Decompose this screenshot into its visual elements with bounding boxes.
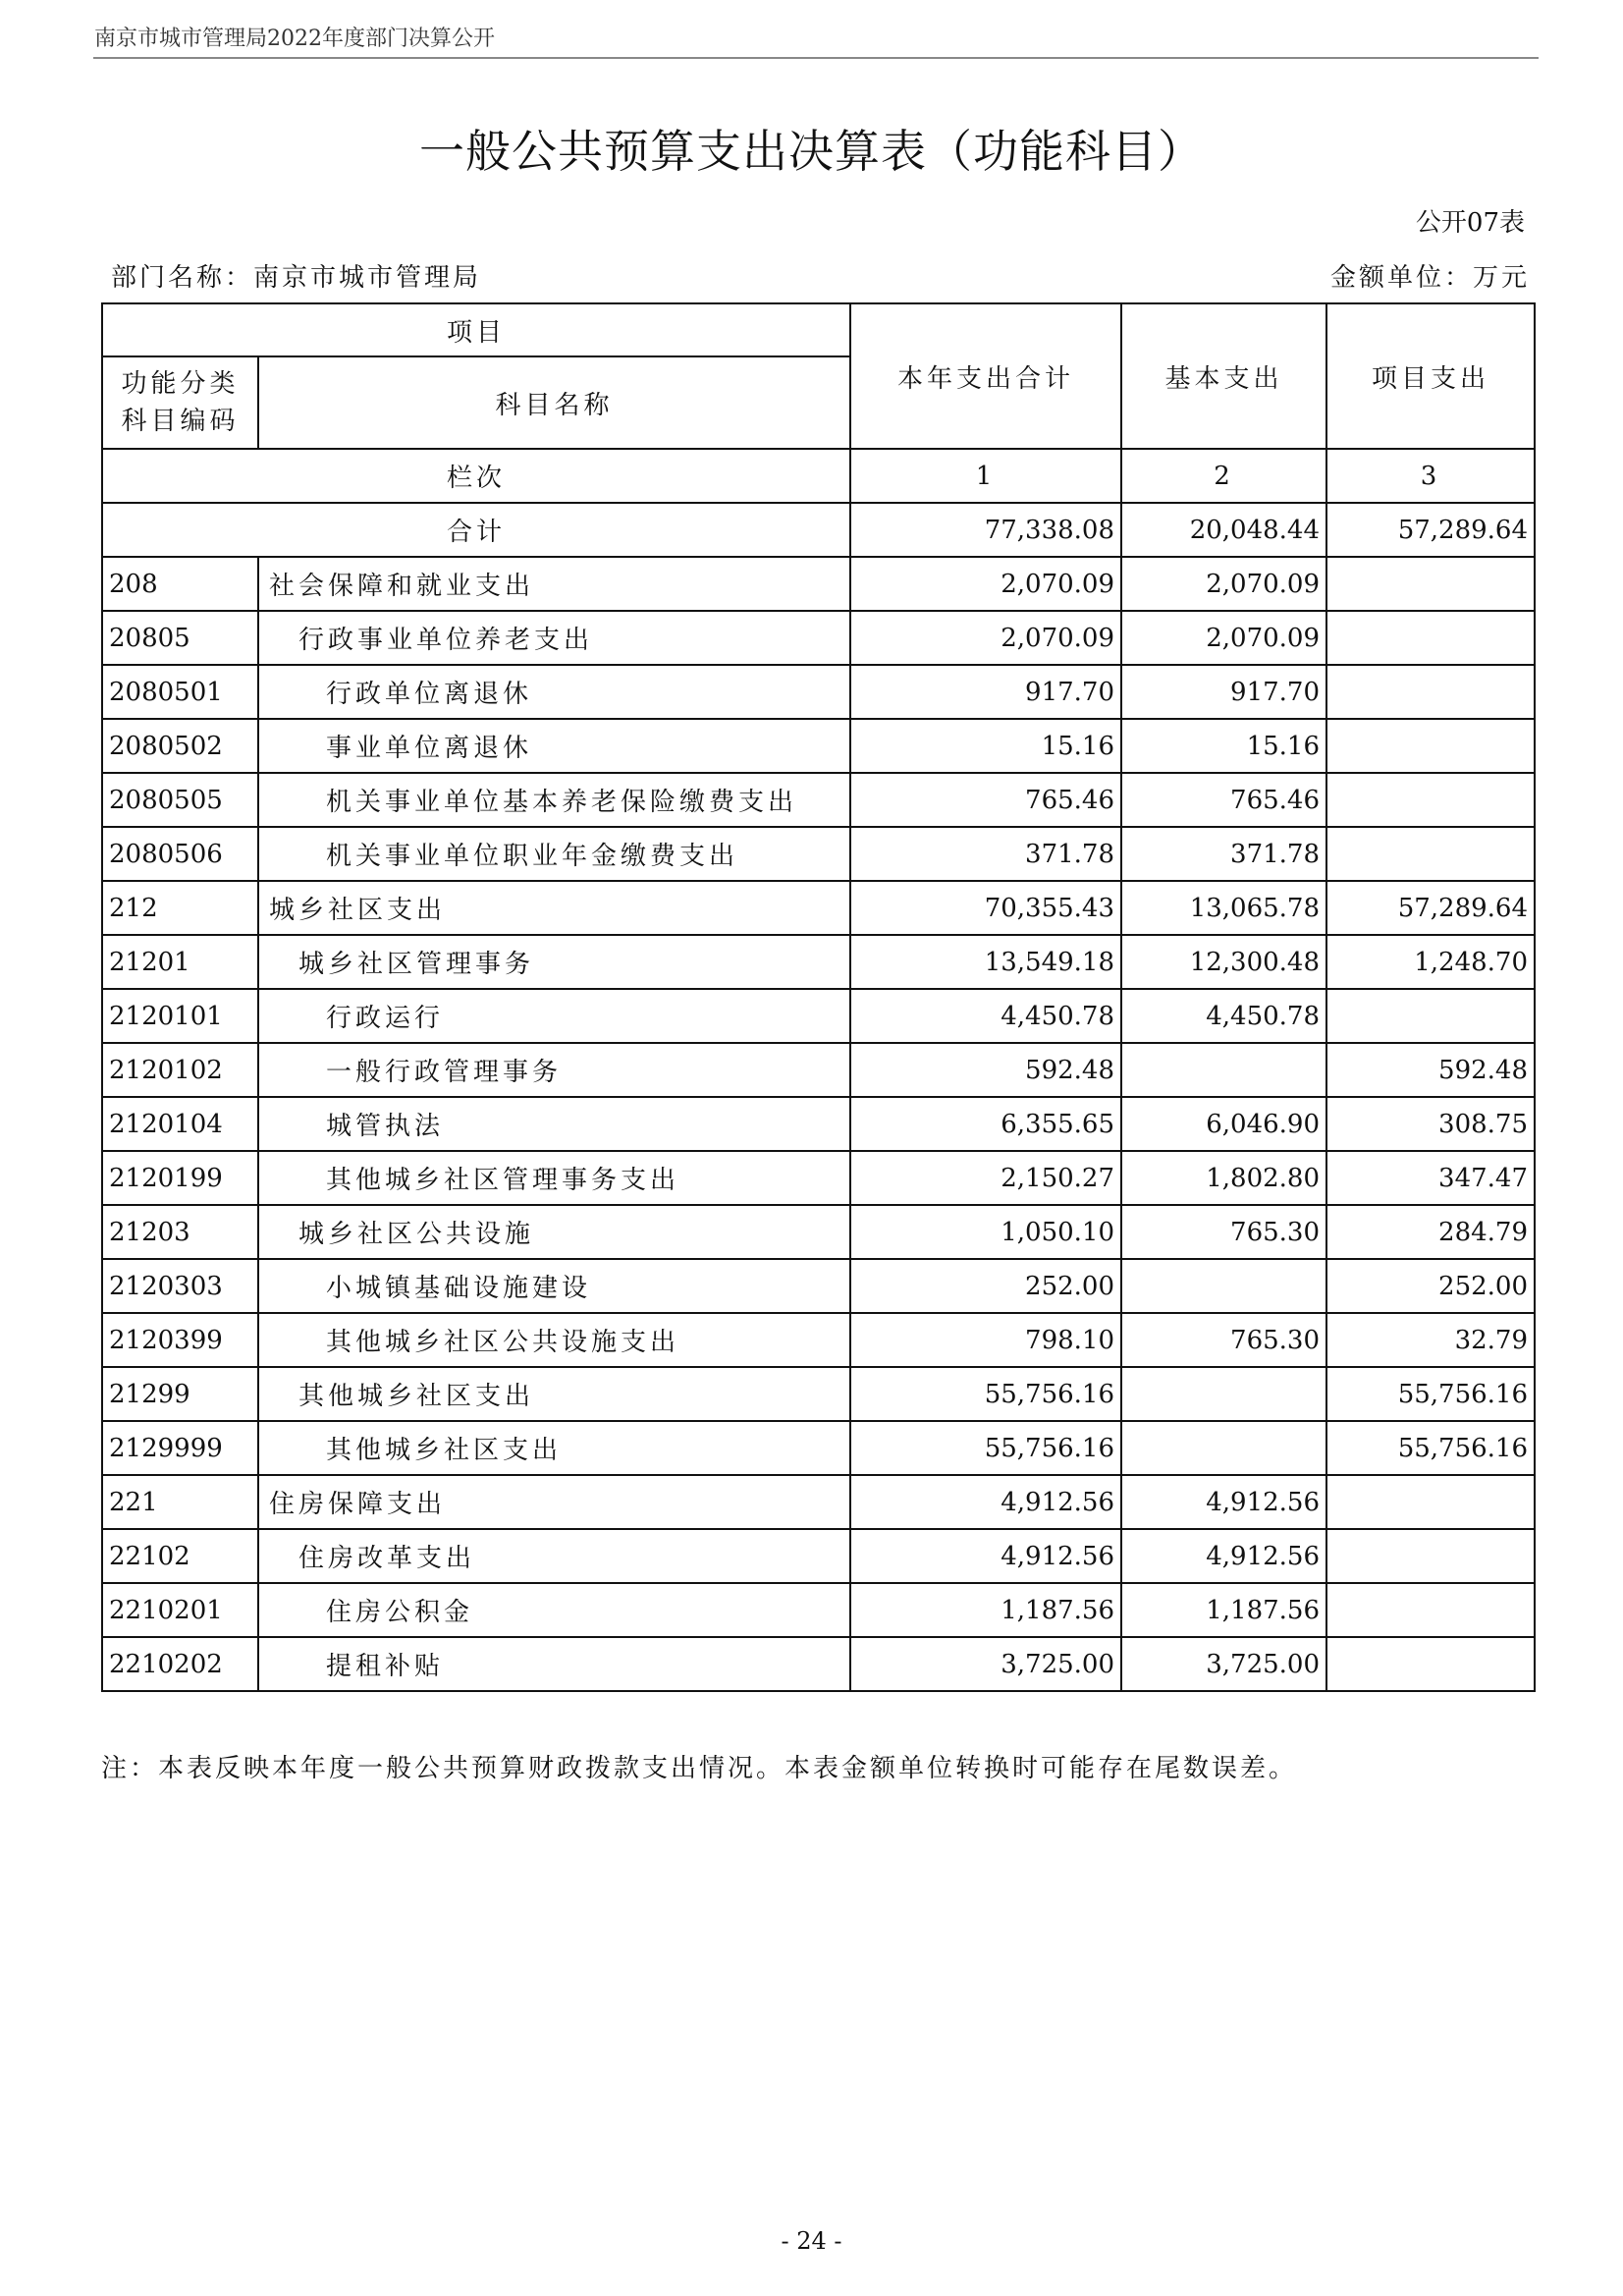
row-total: 4,912.56: [850, 1475, 1121, 1529]
row-total: 1,050.10: [850, 1205, 1121, 1259]
row-project: [1326, 827, 1535, 881]
sum-label: 合计: [102, 503, 850, 557]
row-name: 行政单位离退休: [258, 665, 850, 719]
row-total: 4,912.56: [850, 1529, 1121, 1583]
row-name: 社会保障和就业支出: [258, 557, 850, 611]
sum-basic: 20,048.44: [1121, 503, 1326, 557]
row-code: 2120399: [102, 1313, 258, 1367]
table-row: [102, 1313, 1535, 1367]
table-row: [102, 1151, 1535, 1205]
amount-unit: 金额单位：万元: [1329, 263, 1530, 293]
row-basic: 765.30: [1121, 1205, 1326, 1259]
row-basic: 15.16: [1121, 719, 1326, 773]
row-name: 住房公积金: [258, 1583, 850, 1637]
row-total: 252.00: [850, 1259, 1121, 1313]
table-row: [102, 719, 1535, 773]
header-basic: 基本支出: [1121, 303, 1326, 449]
row-basic: 765.30: [1121, 1313, 1326, 1367]
row-code: 221: [102, 1475, 258, 1529]
row-project: [1326, 1529, 1535, 1583]
row-project: 347.47: [1326, 1151, 1535, 1205]
row-project: [1326, 557, 1535, 611]
row-code: 2120101: [102, 989, 258, 1043]
table-row: [102, 665, 1535, 719]
row-project: [1326, 1583, 1535, 1637]
table-row: [102, 557, 1535, 611]
table-row: [102, 1529, 1535, 1583]
row-code: 2080502: [102, 719, 258, 773]
row-total: 3,725.00: [850, 1637, 1121, 1691]
table-row: [102, 935, 1535, 989]
row-code: 21201: [102, 935, 258, 989]
table-note: 注：本表反映本年度一般公共预算财政拨款支出情况。本表金额单位转换时可能存在尾数误差。: [101, 1754, 1298, 1783]
table-row: [102, 611, 1535, 665]
expenditure-table: [101, 302, 1536, 1692]
row-project: 55,756.16: [1326, 1421, 1535, 1475]
page-header: 南京市城市管理局2022年度部门决算公开: [94, 27, 495, 51]
row-total: 13,549.18: [850, 935, 1121, 989]
row-project: [1326, 773, 1535, 827]
table-row: [102, 827, 1535, 881]
header-project: 项目支出: [1326, 303, 1535, 449]
row-total: 2,070.09: [850, 611, 1121, 665]
row-total: 371.78: [850, 827, 1121, 881]
row-code: 22102: [102, 1529, 258, 1583]
row-basic: [1121, 1043, 1326, 1097]
column-index-2: 2: [1121, 449, 1326, 503]
row-code: 2120104: [102, 1097, 258, 1151]
row-code: 2210202: [102, 1637, 258, 1691]
row-name: 其他城乡社区公共设施支出: [258, 1313, 850, 1367]
row-total: 55,756.16: [850, 1367, 1121, 1421]
row-total: 70,355.43: [850, 881, 1121, 935]
row-total: 15.16: [850, 719, 1121, 773]
table-row: [102, 989, 1535, 1043]
row-project: [1326, 611, 1535, 665]
page-number: - 24 -: [781, 2227, 842, 2255]
row-total: 1,187.56: [850, 1583, 1121, 1637]
row-name: 小城镇基础设施建设: [258, 1259, 850, 1313]
row-name: 其他城乡社区管理事务支出: [258, 1151, 850, 1205]
row-project: 284.79: [1326, 1205, 1535, 1259]
row-code: 2080506: [102, 827, 258, 881]
row-basic: 2,070.09: [1121, 557, 1326, 611]
row-code: 2080505: [102, 773, 258, 827]
row-name: 提租补贴: [258, 1637, 850, 1691]
header-name: 科目名称: [258, 356, 850, 449]
row-total: 4,450.78: [850, 989, 1121, 1043]
table-row: [102, 1043, 1535, 1097]
row-basic: 1,187.56: [1121, 1583, 1326, 1637]
table-row: [102, 1097, 1535, 1151]
column-index-1: 1: [850, 449, 1121, 503]
row-code: 2129999: [102, 1421, 258, 1475]
table-row: [102, 1475, 1535, 1529]
row-total: 765.46: [850, 773, 1121, 827]
row-code: 21203: [102, 1205, 258, 1259]
row-code: 2210201: [102, 1583, 258, 1637]
table-number: 公开07表: [1415, 208, 1525, 238]
sum-total: 77,338.08: [850, 503, 1121, 557]
row-name: 机关事业单位基本养老保险缴费支出: [258, 773, 850, 827]
row-basic: [1121, 1259, 1326, 1313]
row-total: 55,756.16: [850, 1421, 1121, 1475]
row-project: 32.79: [1326, 1313, 1535, 1367]
row-project: [1326, 1475, 1535, 1529]
table-row: [102, 1205, 1535, 1259]
row-basic: 2,070.09: [1121, 611, 1326, 665]
row-basic: 4,912.56: [1121, 1529, 1326, 1583]
table-row: [102, 881, 1535, 935]
row-total: 2,150.27: [850, 1151, 1121, 1205]
row-code: 208: [102, 557, 258, 611]
row-name: 城乡社区公共设施: [258, 1205, 850, 1259]
column-index-3: 3: [1326, 449, 1535, 503]
row-project: 308.75: [1326, 1097, 1535, 1151]
department-name: 部门名称：南京市城市管理局: [111, 263, 482, 293]
header-row-1: [102, 303, 1535, 356]
row-code: 2080501: [102, 665, 258, 719]
row-name: 住房改革支出: [258, 1529, 850, 1583]
page-title: 一般公共预算支出决算表（功能科目）: [419, 125, 1204, 178]
row-total: 6,355.65: [850, 1097, 1121, 1151]
row-name: 城管执法: [258, 1097, 850, 1151]
column-index-row: [102, 449, 1535, 503]
row-project: [1326, 1637, 1535, 1691]
row-code: 21299: [102, 1367, 258, 1421]
row-project: 57,289.64: [1326, 881, 1535, 935]
header-code: 功能分类科目编码: [102, 356, 258, 449]
row-name: 城乡社区支出: [258, 881, 850, 935]
row-basic: 3,725.00: [1121, 1637, 1326, 1691]
row-basic: [1121, 1367, 1326, 1421]
row-name: 其他城乡社区支出: [258, 1367, 850, 1421]
table-row: [102, 1583, 1535, 1637]
row-project: 1,248.70: [1326, 935, 1535, 989]
row-name: 住房保障支出: [258, 1475, 850, 1529]
sum-project: 57,289.64: [1326, 503, 1535, 557]
row-project: 592.48: [1326, 1043, 1535, 1097]
header-item: 项目: [102, 303, 850, 356]
row-project: 55,756.16: [1326, 1367, 1535, 1421]
row-total: 2,070.09: [850, 557, 1121, 611]
table-row: [102, 1259, 1535, 1313]
header-divider: [93, 57, 1539, 59]
row-name: 机关事业单位职业年金缴费支出: [258, 827, 850, 881]
row-basic: 4,450.78: [1121, 989, 1326, 1043]
row-basic: 371.78: [1121, 827, 1326, 881]
table-row: [102, 1637, 1535, 1691]
row-code: 2120102: [102, 1043, 258, 1097]
table-row: [102, 773, 1535, 827]
row-total: 798.10: [850, 1313, 1121, 1367]
row-name: 城乡社区管理事务: [258, 935, 850, 989]
row-name: 行政运行: [258, 989, 850, 1043]
row-basic: 13,065.78: [1121, 881, 1326, 935]
column-label: 栏次: [102, 449, 850, 503]
row-code: 2120199: [102, 1151, 258, 1205]
row-project: [1326, 719, 1535, 773]
row-code: 212: [102, 881, 258, 935]
row-basic: 4,912.56: [1121, 1475, 1326, 1529]
row-code: 20805: [102, 611, 258, 665]
row-name: 行政事业单位养老支出: [258, 611, 850, 665]
row-name: 一般行政管理事务: [258, 1043, 850, 1097]
row-total: 592.48: [850, 1043, 1121, 1097]
table-row: [102, 1367, 1535, 1421]
total-row: [102, 503, 1535, 557]
row-name: 事业单位离退休: [258, 719, 850, 773]
row-basic: 12,300.48: [1121, 935, 1326, 989]
row-basic: 1,802.80: [1121, 1151, 1326, 1205]
row-basic: 917.70: [1121, 665, 1326, 719]
row-total: 917.70: [850, 665, 1121, 719]
row-basic: 6,046.90: [1121, 1097, 1326, 1151]
header-total: 本年支出合计: [850, 303, 1121, 449]
row-name: 其他城乡社区支出: [258, 1421, 850, 1475]
row-basic: [1121, 1421, 1326, 1475]
row-basic: 765.46: [1121, 773, 1326, 827]
row-code: 2120303: [102, 1259, 258, 1313]
row-project: 252.00: [1326, 1259, 1535, 1313]
row-project: [1326, 665, 1535, 719]
table-row: [102, 1421, 1535, 1475]
row-project: [1326, 989, 1535, 1043]
